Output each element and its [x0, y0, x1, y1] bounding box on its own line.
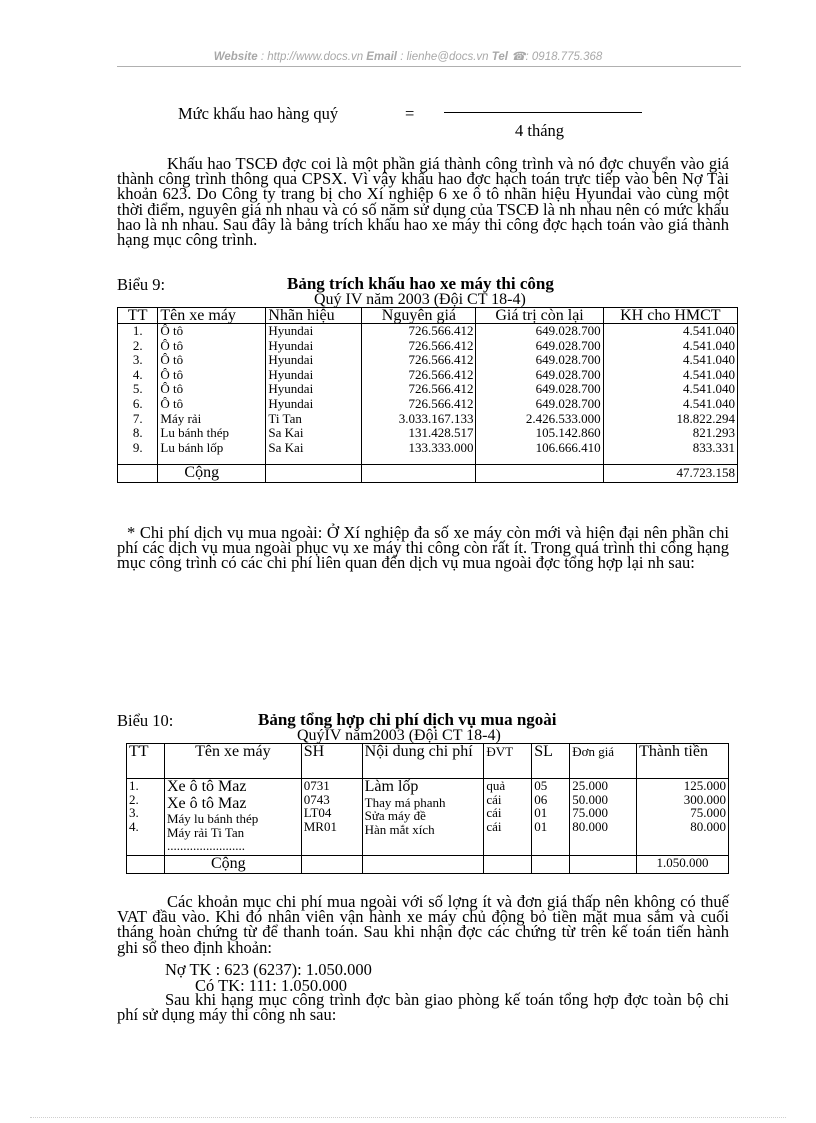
table-cell: Xe ô tô Maz [166, 778, 247, 795]
table-cell: Hyundai [268, 395, 314, 411]
table-cell: Hyundai [268, 323, 314, 338]
table-cell: Ô tô [160, 366, 184, 382]
table-cell: 726.566.412 [408, 395, 474, 411]
name-cell [164, 779, 301, 856]
table-cell: Ô tô [160, 352, 184, 368]
table-cell: 300.000 [683, 791, 726, 807]
table-cell: LT04 [303, 805, 332, 821]
table-cell: Xe ô tô Maz [166, 794, 247, 812]
table-cell: 01 [534, 818, 548, 834]
formula-equals: = [405, 104, 415, 123]
col-header: Giá trị còn lại [476, 308, 603, 324]
brand-cell [266, 324, 362, 465]
table-cell: 2. [129, 791, 139, 807]
unit-cell [484, 779, 532, 856]
table-cell: 4.541.040 [683, 337, 735, 353]
table-cell: 80.000 [690, 818, 726, 834]
table-cell: 726.566.412 [408, 337, 474, 353]
formula-label: Mức khấu hao hàng quý [178, 104, 339, 123]
table-cell [484, 856, 532, 874]
table-cell: 18.822.294 [676, 410, 735, 426]
col-header: SH [301, 744, 362, 779]
table-cell: Hyundai [268, 366, 314, 382]
col-header: Tên xe máy [164, 744, 301, 779]
table-cell: Ô tô [160, 395, 184, 411]
table9-title: Bảng trích khấu hao xe máy thi công [287, 274, 554, 293]
table-cell: 8. [132, 425, 143, 441]
website-value[interactable]: : http://www.docs.vn [260, 51, 364, 63]
table-cell [476, 465, 603, 483]
table-cell: 649.028.700 [535, 323, 601, 338]
table-cell: Hàn mắt xích [364, 821, 435, 837]
table-cell: 0731 [303, 778, 330, 793]
col-header: Nguyên giá [362, 308, 476, 324]
table-cell: 80.000 [572, 818, 608, 834]
col-header: KH cho HMCT [603, 308, 737, 324]
phone-icon: ☎ [511, 51, 526, 63]
table-cell: cái [486, 818, 502, 834]
depreciation-cell [603, 324, 737, 465]
table-cell: 0743 [303, 791, 330, 807]
table-cell: Làm lốp [364, 778, 419, 795]
table-cell: 75.000 [690, 805, 726, 821]
table-cell: Sửa máy đề [364, 808, 426, 824]
table-cell: Lu bánh lốp [160, 439, 224, 455]
col-header: Nội dung chi phí [362, 744, 484, 779]
journal-credit: Có TK: 111: 1.050.000 [195, 976, 348, 995]
table-cell: Ô tô [160, 323, 184, 338]
table-cell: Sa Kai [268, 425, 304, 441]
fraction-line [444, 112, 642, 113]
table-body-row [127, 779, 729, 856]
journal-debit: Nợ TK : 623 (6237): 1.050.000 [165, 960, 372, 979]
table-cell [118, 465, 158, 483]
table-total-row [118, 465, 738, 483]
paragraph-outsourced-services: * Chi phí dịch vụ mua ngoài: Ở Xí nghiệp đa số xe máy còn mới và hiện đại nên phần chi phí các dịch vụ mua ngoài phục vụ xe máy thi công còn rất ít. Trong quá trình thi công hạng mục công trình có các chi phí liên quan đến dịch vụ mua ngoài đợc tổng hợp lại nh sau: [117, 523, 729, 573]
table-cell: 4. [129, 818, 139, 834]
table10-label: Biểu 10: [117, 711, 174, 730]
table-cell: cái [486, 791, 502, 807]
table-cell: 4.541.040 [683, 323, 735, 338]
table-cell: 9. [132, 439, 143, 455]
table-cell: 106.666.410 [535, 439, 601, 455]
email-label: Email [366, 51, 397, 63]
table-cell [570, 856, 637, 874]
table-header-row [127, 744, 729, 779]
table9-subtitle: Quý IV năm 2003 (Đội CT 18-4) [314, 291, 526, 308]
paragraph-summary: Sau khi hạng mục công trình đợc bàn giao phòng kế toán tổng hợp đợc toàn bộ chi phí sử dụng máy thi công nh sau: [117, 990, 729, 1025]
table-cell: 3. [129, 805, 139, 821]
outsourced-services-table [126, 743, 729, 874]
table-cell: MR01 [303, 818, 337, 834]
paragraph-depreciation: Khấu hao TSCĐ đợc coi là một phần giá thành công trình và nó đợc chuyển vào giá thành công trình thông qua CPSX. Vì vậy khấu hao đợc hạch toán trực tiếp vào bên Nợ Tài khoản 623. Do Công ty trang bị cho Xí nghiệp 6 xe ô tô nhãn hiệu Hyundai vào cùng một thời điểm, nguyên giá nh nhau và có số năm sử dụng của TSCĐ là nh nhau nên có mức khấu hao là nh nhau. Sau đây là bảng trích khấu hao xe máy thi công đợc hạch toán vào giá thành hạng mục công trình. [117, 154, 729, 250]
table-cell [532, 856, 570, 874]
table-cell: 649.028.700 [535, 337, 601, 353]
table-cell: Ô tô [160, 337, 184, 353]
table-cell: Ti Tan [268, 410, 302, 426]
table10-title: Bảng tổng hợp chi phí dịch vụ mua ngoài [258, 710, 557, 729]
formula-denominator: 4 tháng [515, 121, 565, 140]
table-cell: 726.566.412 [408, 366, 474, 382]
table10-subtitle: QuýIV năm2003 (Đội CT 18-4) [297, 727, 501, 744]
col-header: Thành tiền [637, 744, 729, 779]
col-header: SL [532, 744, 570, 779]
table-cell [266, 465, 362, 483]
table-cell: 4.541.040 [683, 381, 735, 397]
tt-cell [118, 324, 158, 465]
table-cell: 649.028.700 [535, 395, 601, 411]
residual-value-cell [476, 324, 603, 465]
table-cell: Máy rải [160, 410, 202, 426]
website-label: Website [213, 51, 258, 63]
col-header: Nhãn hiệu [266, 308, 362, 324]
total-value: 1.050.000 [637, 856, 729, 874]
table-cell: Máy rải Ti Tan [166, 824, 245, 840]
table-cell [362, 856, 484, 874]
col-header: TT [127, 744, 165, 779]
table-cell: ........................ [166, 838, 245, 854]
sh-cell [301, 779, 362, 856]
table-cell: 25.000 [572, 778, 608, 793]
table-cell: 5. [132, 381, 143, 397]
table-cell: 4.541.040 [683, 352, 735, 368]
table-cell: Sa Kai [268, 439, 304, 455]
table-cell: 50.000 [572, 791, 608, 807]
table-cell: Lu bánh thép [160, 425, 229, 441]
total-value: 47.723.158 [603, 465, 737, 483]
table9-label: Biểu 9: [117, 275, 166, 294]
table-cell: 1. [129, 778, 139, 793]
table-cell: 01 [534, 805, 548, 821]
table-cell: Thay má phanh [364, 794, 446, 810]
original-cost-cell [362, 324, 476, 465]
table-cell: 1. [132, 323, 143, 338]
table-cell: 75.000 [572, 805, 608, 821]
table-cell: Máy lu bánh thép [166, 811, 259, 826]
table-cell: Hyundai [268, 352, 314, 368]
col-header: ĐVT [484, 744, 532, 779]
table-cell: 726.566.412 [408, 323, 474, 338]
table-cell: 131.428.517 [408, 425, 474, 441]
table-cell: 2.426.533.000 [525, 410, 601, 426]
table-cell: Ô tô [160, 381, 184, 397]
table-cell: 05 [534, 778, 548, 793]
table-cell: 133.333.000 [408, 439, 474, 455]
amount-cell [637, 779, 729, 856]
col-header: TT [118, 308, 158, 324]
table-cell: cái [486, 805, 502, 821]
depreciation-table [117, 307, 738, 483]
table-cell: 3.033.167.133 [398, 410, 474, 426]
table-cell: 3. [132, 352, 143, 368]
table-cell: 4.541.040 [683, 366, 735, 382]
header-divider [117, 66, 741, 67]
table-cell: 125.000 [683, 778, 726, 793]
table-total-row [127, 856, 729, 874]
table-cell: quả [486, 778, 506, 793]
table-cell: 821.293 [692, 425, 735, 441]
table-cell [127, 856, 165, 874]
table-cell: 649.028.700 [535, 381, 601, 397]
tel-value: : 0918.775.368 [525, 51, 603, 63]
table-cell: 4.541.040 [683, 395, 735, 411]
paragraph-vat-note: Các khoản mục chi phí mua ngoài với số lợng ít và đơn giá thấp nên không có thuế VAT đầu vào. Khi đó nhân viên vận hành xe máy chủ động bỏ tiền mặt mua sắm và cuối tháng hoàn chứng từ để thanh toán. Sau khi nhận đợc các chứng từ trên kế toán tiến hành ghi sổ theo định khoản: [117, 892, 729, 957]
table-cell [362, 465, 476, 483]
table-cell: 105.142.860 [535, 425, 601, 441]
table-cell: 4. [132, 366, 143, 382]
table-cell: 7. [132, 410, 143, 426]
table-cell: 2. [132, 337, 143, 353]
total-label: Cộng [164, 856, 301, 874]
table-cell: Hyundai [268, 381, 314, 397]
footer-divider [30, 1117, 786, 1118]
col-header: Đơn giá [570, 744, 637, 779]
name-cell [158, 324, 266, 465]
email-value[interactable]: : lienhe@docs.vn [400, 51, 489, 63]
content-cell [362, 779, 484, 856]
page-header [0, 49, 816, 63]
table-cell: 649.028.700 [535, 352, 601, 368]
table-header-row [118, 308, 738, 324]
tel-label: Tel [491, 51, 508, 63]
table-cell: 649.028.700 [535, 366, 601, 382]
table-cell [301, 856, 362, 874]
qty-cell [532, 779, 570, 856]
col-header: Tên xe máy [158, 308, 266, 324]
tt-cell [127, 779, 165, 856]
table-body-row [118, 324, 738, 465]
table-cell: 726.566.412 [408, 352, 474, 368]
total-label: Cộng [158, 465, 266, 483]
table-cell: 833.331 [692, 439, 735, 455]
table-cell: 6. [132, 395, 143, 411]
table-cell: Hyundai [268, 337, 314, 353]
price-cell [570, 779, 637, 856]
table-cell: 06 [534, 791, 548, 807]
table-cell: 726.566.412 [408, 381, 474, 397]
